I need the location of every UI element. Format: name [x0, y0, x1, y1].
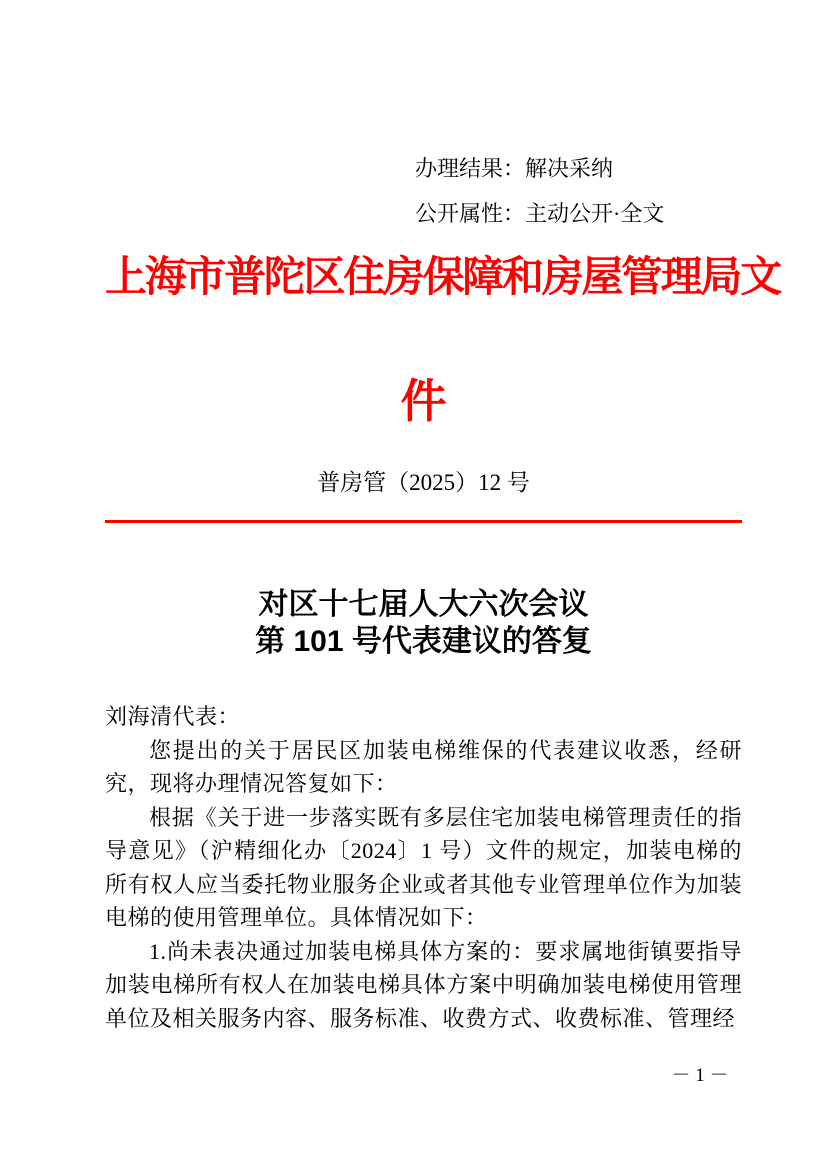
body-paragraph-2: 根据《关于进一步落实既有多层住宅加装电梯管理责任的指导意见》（沪精细化办〔2024〕1 号）文件的规定，加装电梯的所有权人应当委托物业服务企业或者其他专业管理单位作为加装电梯的使用管理单位。具体情况如下：	[105, 804, 742, 930]
publicity-attribute-line: 公开属性：主动公开·全文	[415, 201, 665, 226]
handling-result-line: 办理结果：解决采纳	[415, 156, 614, 181]
salutation: 刘海清代表：	[105, 704, 241, 729]
agency-masthead-line1: 上海市普陀区住房保障和房屋管理局文	[105, 253, 780, 300]
header-meta	[415, 146, 664, 236]
red-divider-line	[105, 520, 742, 523]
page-number: － 1 －	[671, 1065, 729, 1086]
document-number: 普房管（2025）12 号	[317, 470, 530, 495]
agency-masthead-line2: 件	[400, 375, 447, 427]
body-paragraph-3: 1.尚未表决通过加装电梯具体方案的：要求属地街镇要指导加装电梯所有权人在加装电梯具体方案中明确加装电梯使用管理单位及相关服务内容、服务标准、收费方式、收费标准、管理经	[105, 938, 742, 1031]
document-title-line2: 第 101 号代表建议的答复	[255, 625, 592, 658]
body-paragraph-1: 您提出的关于居民区加装电梯维保的代表建议收悉，经研究，现将办理情况答复如下：	[105, 737, 742, 796]
document-title-line1: 对区十七届人大六次会议	[258, 588, 589, 621]
document-body	[105, 700, 742, 1042]
document-title	[105, 586, 742, 660]
